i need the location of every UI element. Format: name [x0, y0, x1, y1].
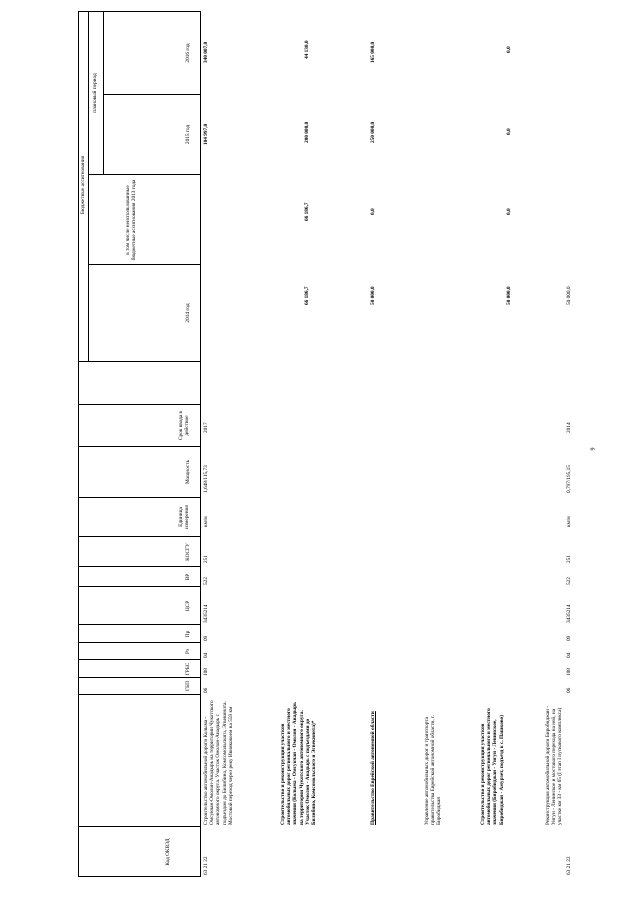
col-divider — [78, 404, 200, 405]
row-pr: 09 — [203, 635, 209, 641]
row-organization-title: Правительство Еврейской автономной области — [370, 711, 376, 825]
row-y2015: 250 000,0 — [370, 121, 376, 143]
col-divider — [78, 536, 200, 537]
row-kosgu: 251 — [203, 555, 209, 563]
row-pr: 09 — [566, 635, 572, 641]
row-unused2013: 66 186,7 — [304, 202, 310, 221]
header-okved: Код ОКВЭД — [165, 838, 171, 866]
row-unused2013: 0,0 — [506, 208, 512, 215]
header-unit: Единица измерения — [178, 505, 191, 529]
header-year-2016: 2016 год — [185, 43, 191, 63]
col-divider — [78, 497, 200, 498]
header-capacity: Мощность — [185, 460, 191, 485]
header-year-2014: 2014 год — [185, 303, 191, 323]
row-y2016: 340 007,0 — [203, 41, 209, 63]
row-vr: 522 — [203, 577, 209, 585]
header-separator — [200, 11, 201, 877]
col-divider — [78, 361, 200, 362]
col-divider — [78, 446, 200, 447]
row-object-name: Строительство и реконструкция участков автомобильных дорог регионального и местного значения (Колыма - Омсукчан - Омолон - Анадырь на территории Чукотского автономного округа. Участок Омолон - Анадырь с подъездами до Билибино, Комсомольского и Эгвекинота)* — [280, 702, 318, 825]
row-kosgu: 251 — [566, 555, 572, 563]
header-grbs: ГРБС — [185, 662, 191, 676]
row-capacity: 1,648/115,73 — [203, 465, 209, 493]
row-deadline: 2017 — [203, 422, 209, 433]
row-y2016: 0,0 — [506, 46, 512, 53]
row-object-name: Управление автомобильных дорог и транспорта правительства Еврейской автономной области, г. Биробиджан — [424, 715, 443, 825]
col-divider — [103, 94, 200, 95]
table-border-top — [78, 11, 79, 877]
col-divider — [78, 566, 200, 567]
row-csr: 3435214 — [203, 604, 209, 623]
row-unit: км/м — [203, 516, 209, 527]
row-y2016: 165 000,0 — [370, 41, 376, 63]
header-vr: ВР — [185, 573, 191, 581]
budget-subheader-line — [88, 12, 89, 362]
row-y2014: 50 000,0 — [370, 286, 376, 305]
header-incl-unused: в том числе неиспользованные бюджетные ассигнования 2013 года — [125, 179, 138, 261]
header-kosgu: КОСГУ — [185, 543, 191, 561]
row-okved: 63 21 22 — [203, 856, 209, 875]
row-unit: км/м — [566, 516, 572, 527]
row-y2014: 50 000,0 — [506, 286, 512, 305]
row-object-name: Строительство и реконструкция участков автомобильных дорог регионального и местного значения (Биробиджан - Унгун - Ленинское, Биробиджан - Амурзет, подъезд к с. Пашково) — [480, 708, 505, 825]
row-rz: 04 — [203, 652, 209, 658]
row-grbs: 108 — [566, 668, 572, 676]
col-divider — [88, 174, 200, 175]
row-grbs: 108 — [203, 668, 209, 676]
row-y2015: 200 000,0 — [304, 121, 310, 143]
row-okved: 63 21 22 — [566, 856, 572, 875]
row-object-name: Реконструкция автомобильной дороги Биробиджан - Унгун - Ленинское и мостового перехода на ней, на участке км 33 - км 65 (I этап I пускового комплекса) — [545, 705, 564, 825]
header-rz: Рз — [185, 648, 191, 655]
header-planned: плановый период — [92, 73, 98, 113]
row-y2015: 104 997,0 — [203, 123, 209, 145]
header-year-2015: 2015 год — [185, 124, 191, 145]
row-y2016: 44 130,0 — [304, 40, 310, 59]
header-pr: Пр — [185, 630, 191, 638]
row-capacity: 0,797/195,15 — [566, 465, 572, 493]
row-unused2013: 0,0 — [370, 208, 376, 215]
col-divider — [78, 586, 200, 587]
header-budget-group: Бюджетные ассигнования — [80, 155, 86, 215]
row-object-name: Строительство автомобильной дороги Колыма - Омсукчан-Омолон-Анадырь на территории Чукотского автономного округа. Участок Омолон-Анадырь с подъездом до Билибино, Комсомольского, Эгвекинота. Мостовой переход через реку Ивняковоем на 559 км — [203, 700, 234, 825]
row-y2014: 66 186,7 — [304, 286, 310, 305]
col-divider — [78, 826, 200, 827]
col-divider — [78, 677, 200, 678]
header-deadline: Срок ввода в действие — [178, 410, 191, 441]
row-y2015: 0,0 — [506, 128, 512, 135]
col-divider — [78, 694, 200, 695]
header-gbp: ГБП — [185, 681, 191, 691]
col-divider — [78, 659, 200, 660]
col-divider — [78, 624, 200, 625]
row-gbp: 06 — [203, 687, 209, 693]
row-deadline: 2014 — [566, 422, 572, 433]
row-gbp: 06 — [566, 687, 572, 693]
row-y2014: 50 000,0 — [566, 286, 572, 305]
header-csr: ЦСР — [185, 600, 191, 612]
col-divider — [78, 642, 200, 643]
table-border-right — [78, 11, 200, 12]
row-rz: 04 — [566, 652, 572, 658]
page-number: 9 — [590, 447, 597, 451]
row-vr: 522 — [566, 577, 572, 585]
row-csr: 3435214 — [566, 604, 572, 623]
table-border-left — [78, 876, 200, 877]
col-divider — [88, 264, 200, 265]
